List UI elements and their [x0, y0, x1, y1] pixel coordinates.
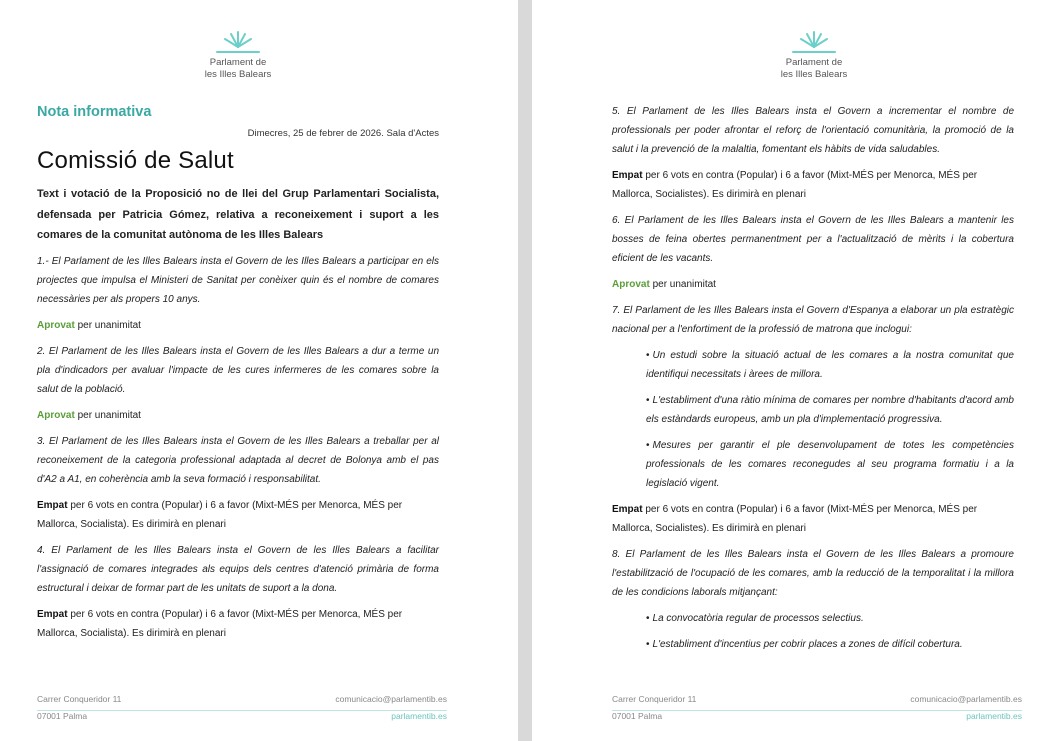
vote-detail: per 6 vots en contra (Popular) i 6 a favor (Mixt-MÉS per Menorca, MÉS per Mallorca, Socialista). Es dirimirà en plenari — [37, 608, 403, 639]
footer-address-city: 07001 Palma — [37, 711, 88, 721]
parliament-logo — [754, 30, 874, 81]
proposal-item-8: 8. El Parlament de les Illes Balears insta el Govern de les Illes Balears a promoure l'estabilització de l'ocupació de les comares, amb la reducció de la temporalitat i la millora de les condicions laborals mitjançant: — [612, 549, 1014, 598]
vote-status: Aprovat — [612, 279, 650, 290]
proposal-item-1: 1.- El Parlament de les Illes Balears insta el Govern de les Illes Balears a participar en els projectes que impulsa el Ministeri de Sanitat per conèixer quin és el nombre de comares necessàries per als propers 10 anys. — [37, 255, 439, 305]
document-page-2 — [532, 0, 1051, 741]
list-item: • L'establiment d'una ràtio mínima de comares per nombre d'habitants d'acord amb els estàndards europeus, amb un pla d'implementació progressiva. — [646, 395, 1014, 425]
vote-result-5 — [612, 166, 1014, 204]
vote-result-1 — [37, 316, 439, 335]
page-1-content — [37, 104, 439, 650]
footer-address-city: 07001 Palma — [612, 711, 663, 721]
logo-text — [754, 57, 874, 81]
logo-line-2: les Illes Balears — [204, 69, 272, 80]
vote-status: Empat — [37, 608, 68, 620]
proposal-subtitle: Text i votació de la Proposició no de llei del Grup Parlamentari Socialista, defensada per Patricia Gómez, relativa a reconeixement i suport a les comares de la comunitat autònoma de les Illes Balears — [37, 188, 439, 241]
sunburst-logo-icon — [790, 30, 838, 54]
vote-result-4 — [37, 605, 439, 643]
vote-result-7 — [612, 500, 1014, 538]
vote-status: Empat — [37, 499, 68, 511]
page-2-content — [612, 102, 1014, 661]
vote-detail: per 6 vots en contra (Popular) i 6 a favor (Mixt-MÉS per Menorca, MÉS per Mallorca, Socialista). Es dirimirà en plenari — [37, 499, 403, 530]
vote-detail: per 6 vots en contra (Popular) i 6 a favor (Mixt-MÉS per Menorca, MÉS per Mallorca, Socialistes). Es dirimirà en plenari — [612, 170, 978, 200]
proposal-item-6: 6. El Parlament de les Illes Balears insta el Govern de les Illes Balears a mantenir les bosses de feina obertes permanentment per a l'actualització de mèrits i la cobertura eficient de les vacants. — [612, 215, 1014, 264]
logo-line-1: Parlament de — [785, 57, 843, 68]
item-8-bullet-list — [646, 609, 1014, 654]
document-page-1 — [0, 0, 518, 741]
vote-detail: per unanimitat — [74, 409, 141, 421]
list-item: • La convocatòria regular de processos selectius. — [646, 613, 864, 624]
list-item: • L'establiment d'incentius per cobrir places a zones de difícil cobertura. — [646, 639, 963, 650]
item-7-bullet-list — [646, 346, 1014, 493]
proposal-item-7: 7. El Parlament de les Illes Balears insta el Govern d'Espanya a elaborar un pla estratègic nacional per a l'enfortiment de la professió de matrona que inclogui: — [612, 305, 1014, 335]
proposal-item-2: 2. El Parlament de les Illes Balears insta el Govern de les Illes Balears a dur a terme un pla d'indicadors per avaluar l'impacte de les cures infermeres de les comares sobre la salut de la població. — [37, 345, 439, 395]
footer-email-link[interactable]: comunicacio@parlamentib.es — [910, 694, 1022, 704]
vote-result-2 — [37, 406, 439, 425]
page-title: Comissió de Salut — [37, 147, 234, 174]
proposal-item-4: 4. El Parlament de les Illes Balears insta el Govern de les Illes Balears a facilitar l'assignació de comares integrades als equips dels centres d'atenció primària de forma estructural i deixar de formar part de les unitats de suport a la dona. — [37, 544, 439, 594]
footer-website-link[interactable]: parlamentib.es — [966, 711, 1022, 721]
logo-line-2: les Illes Balears — [780, 69, 848, 80]
page-footer — [612, 692, 1022, 728]
vote-status: Aprovat — [37, 319, 75, 331]
vote-result-3 — [37, 496, 439, 534]
vote-status: Aprovat — [37, 409, 75, 421]
vote-status: Empat — [612, 504, 643, 515]
footer-address-street: Carrer Conqueridor 11 — [612, 694, 697, 704]
footer-address-street: Carrer Conqueridor 11 — [37, 694, 122, 704]
vote-detail: per unanimitat — [74, 319, 141, 331]
page-footer — [37, 692, 447, 728]
session-date: Dimecres, 25 de febrer de 2026. Sala d'Actes — [247, 128, 439, 139]
logo-text — [178, 57, 298, 81]
vote-status: Empat — [612, 170, 643, 181]
vote-detail: per 6 vots en contra (Popular) i 6 a favor (Mixt-MÉS per Menorca, MÉS per Mallorca, Socialistes). Es dirimirà en plenari — [612, 504, 978, 534]
footer-website-link[interactable]: parlamentib.es — [391, 711, 447, 721]
sunburst-logo-icon — [214, 30, 262, 54]
list-item: • Un estudi sobre la situació actual de les comares a la nostra comunitat que identifiqui necessitats i àrees de millora. — [646, 350, 1014, 380]
vote-detail: per unanimitat — [649, 279, 716, 290]
proposal-item-3: 3. El Parlament de les Illes Balears insta el Govern de les Illes Balears a treballar per al reconeixement de la categoria professional adaptada al decret de Bolonya amb el pas d'A2 a A1, en coherència amb la seva formació i responsabilitat. — [37, 435, 439, 485]
parliament-logo — [178, 30, 298, 81]
proposal-item-5: 5. El Parlament de les Illes Balears insta el Govern a incrementar el nombre de professionals per poder afrontar el reforç de l'orientació comunitària, la promoció de la salut i la prevenció de la malaltia, fomentant els hàbits de vida saludables. — [612, 106, 1014, 155]
footer-email-link[interactable]: comunicacio@parlamentib.es — [335, 694, 447, 704]
document-type-label: Nota informativa — [37, 104, 152, 120]
vote-result-6 — [612, 275, 1014, 294]
logo-line-1: Parlament de — [209, 57, 267, 68]
list-item: • Mesures per garantir el ple desenvolupament de totes les competències professionals de les comares reconegudes al seu programa formatiu i a la legislació vigent. — [646, 440, 1014, 489]
